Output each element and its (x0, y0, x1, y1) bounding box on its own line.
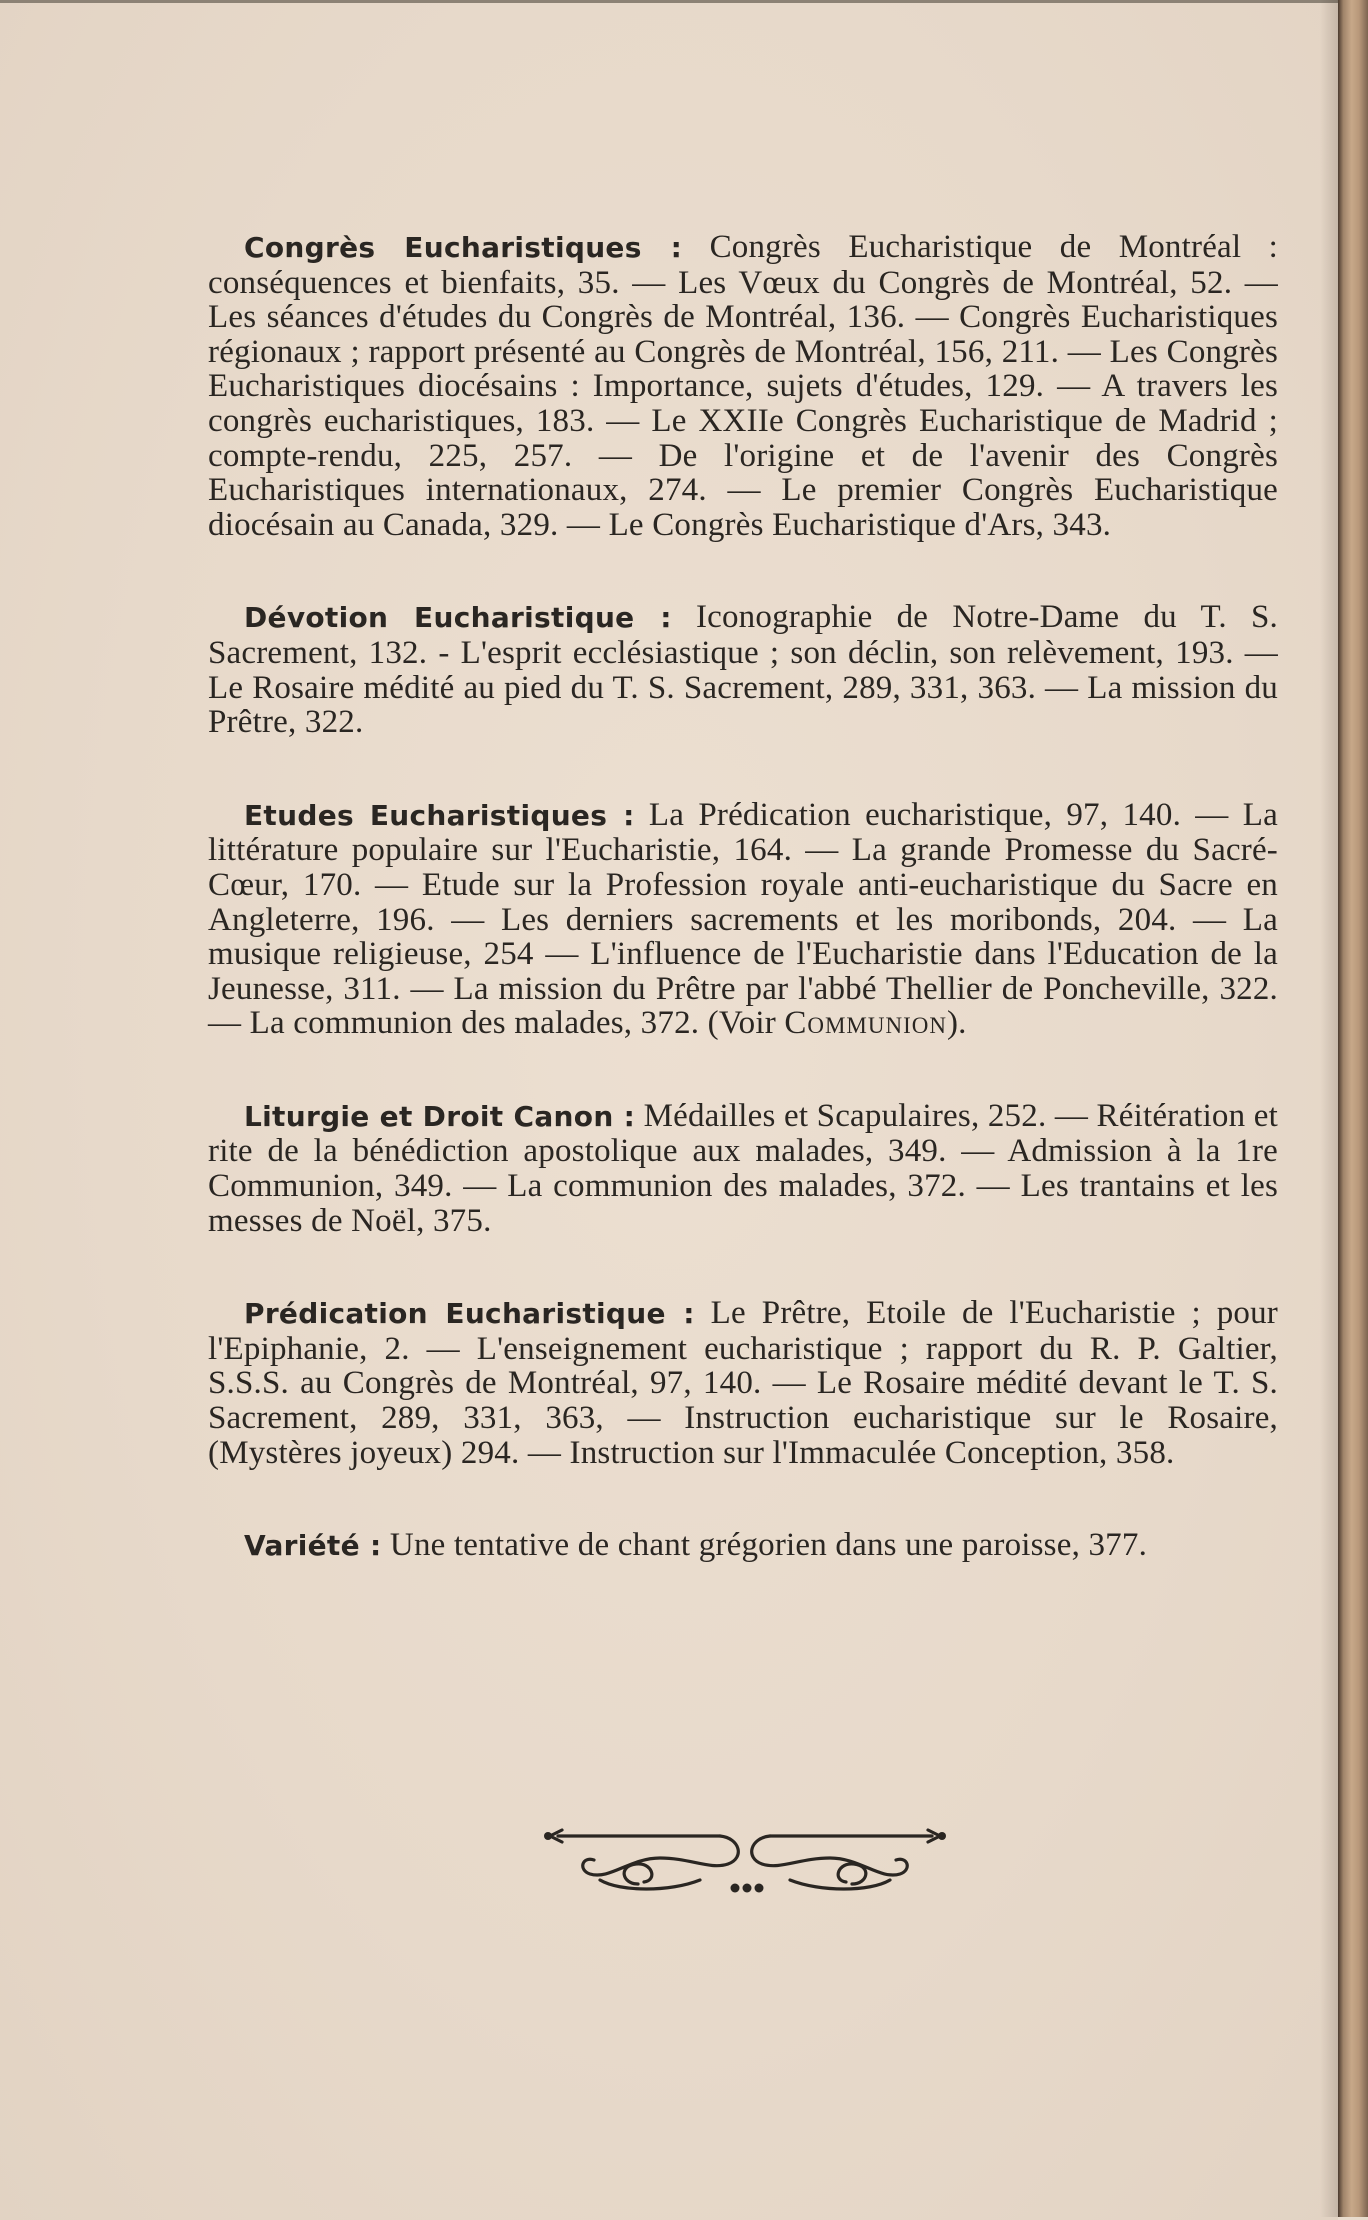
entry-heading: Prédication Eucharistique : (244, 1297, 695, 1331)
entry-text: Congrès Eucharistique de Montréal : conséquences et bienfaits, 35. — Les Vœux du Congrès de Montréal, 52. — Les séances d'études du Congrès de Montréal, 136. — Congrès Eucharistiques régionaux ; rapport présenté au Congrès de Montréal, 156, 211. — Les Congrès Eucharistiques diocésains : Importance, sujets d'études, 129. — A travers les congrès eucharistiques, 183. — Le XXIIe Congrès Eucharistique de Madrid ; compte-rendu, 225, 257. — De l'origine et de l'avenir des Congrès Eucharistiques internationaux, 274. — Le premier Congrès Eucharistique diocésain au Canada, 329. — Le Congrès Eucharistique d'Ars, 343. (208, 229, 1279, 543)
entry-text: La Prédication eucharistique, 97, 140. — La littérature populaire sur l'Eucharistie, 164. — La grande Promesse du Sacré-Cœur, 170. — Etude sur la Profession royale anti-eucharistique du Sacre en Angleterre, 196. — Les derniers sacrements et les moribonds, 204. — La musique religieuse, 254 — L'influence de l'Eucharistie dans l'Education de la Jeunesse, 311. — La mission du Prêtre par l'abbé Thellier de Poncheville, 322. — La communion des malades, 372. (Voir (208, 796, 1278, 1042)
index-entry-devotion (208, 600, 1278, 739)
index-entry-variete (208, 1528, 1278, 1564)
entry-text: Iconographie de Notre-Dame du T. S. Sacrement, 132. - L'esprit ecclésiastique ; son déclin, son relèvement, 193. — Le Rosaire médité au pied du T. S. Sacrement, 289, 331, 363. — La mission du Prêtre, 322. (208, 599, 1278, 741)
entry-text: Médailles et Scapulaires, 252. — Réitération et rite de la bénédiction apostolique aux malades, 349. — Admission à la 1re Communion, 349. — La communion des malades, 372. — Les trantains et les messes de Noël, 375. (208, 1097, 1279, 1239)
entry-heading: Etudes Eucharistiques : (244, 798, 635, 832)
entry-heading: Congrès Eucharistiques : (244, 231, 683, 264)
entry-heading: Variété : (244, 1529, 382, 1563)
book-page-edge (1338, 0, 1368, 2217)
entry-tail: ). (946, 1005, 967, 1042)
entry-text: Le Prêtre, Etoile de l'Eucharistie ; pour l'Epiphanie, 2. — L'enseignement eucharistique ; rapport du R. P. Galtier, S.S.S. au Congrès de Montréal, 97, 140. — Le Rosaire médité devant le T. S. Sacrement, 289, 331, 363, — Instruction eucharistique sur le Rosaire, (Mystères joyeux) 294. — Instruction sur l'Immaculée Conception, 358. (208, 1295, 1278, 1471)
scroll-ornament-icon (540, 1818, 950, 1906)
index-entry-etudes (208, 798, 1278, 1041)
cross-reference: Communion (784, 1005, 947, 1042)
page-edge-shadow (1320, 0, 1338, 2217)
entry-heading: Liturgie et Droit Canon : (244, 1099, 636, 1133)
index-entry-liturgie (208, 1099, 1278, 1238)
index-entry-congres (208, 230, 1278, 542)
index-entry-predication (208, 1296, 1278, 1470)
entry-heading: Dévotion Eucharistique : (244, 601, 672, 635)
entry-text: Une tentative de chant grégorien dans une paroisse, 377. (389, 1527, 1148, 1564)
index-content (208, 230, 1278, 1622)
